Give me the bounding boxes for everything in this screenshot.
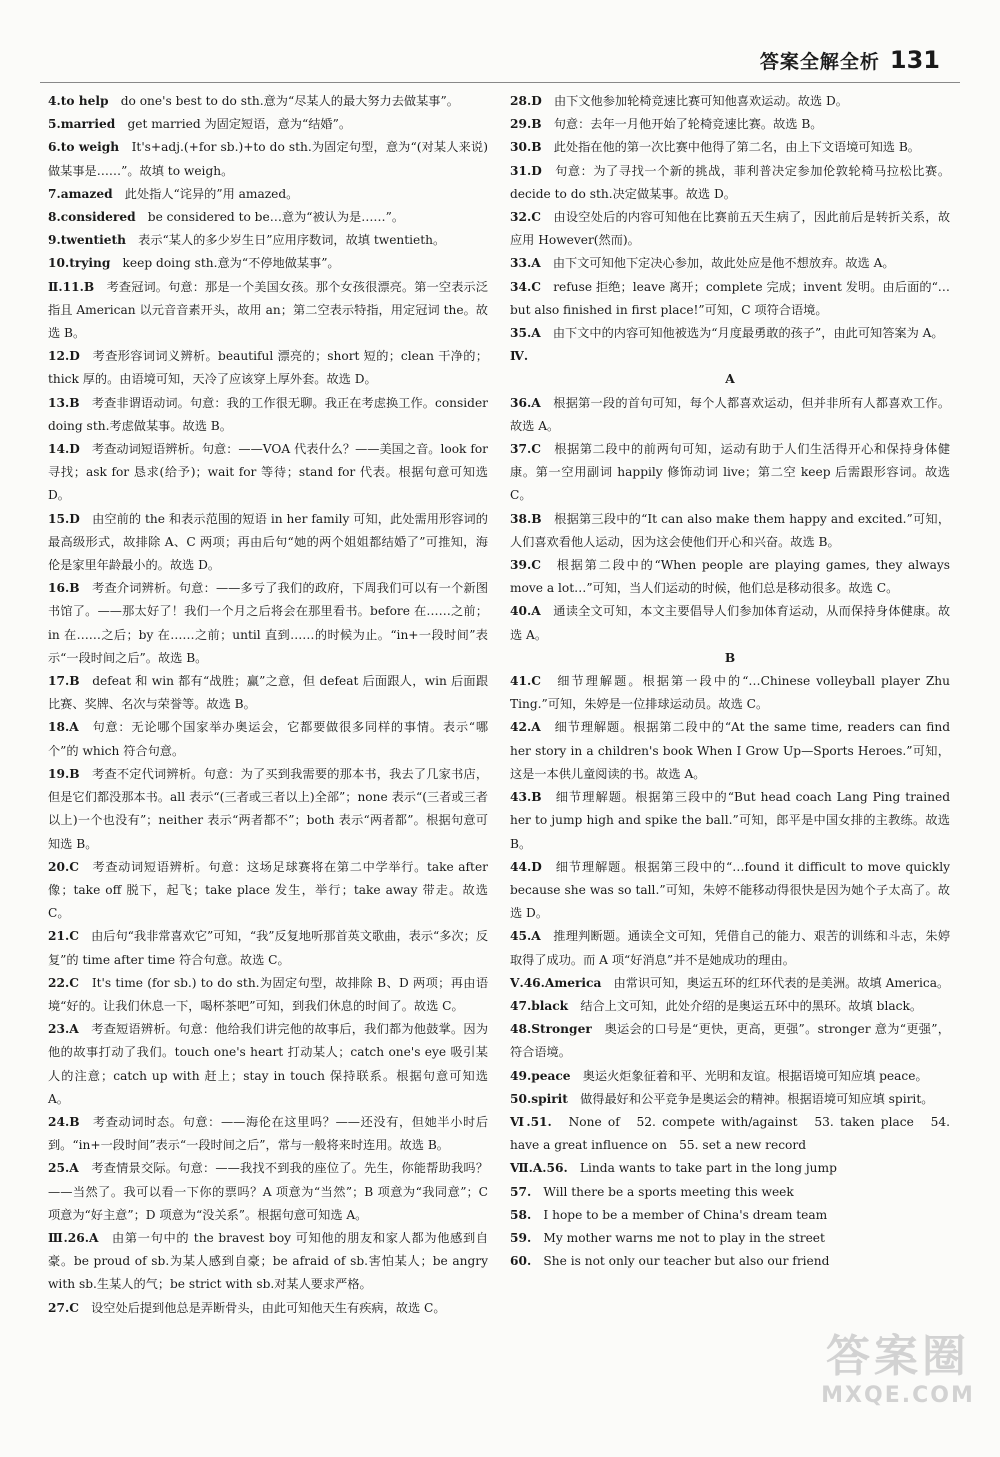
answer-entry — [510, 136, 950, 159]
answer-explanation: 做得最好和公平竞争是奥运会的精神。根据语境可知应填 spirit。 — [580, 1091, 934, 1106]
answer-explanation: 细节理解题。根据第一段中的“…Chinese volleyball player Zhu Ting.”可知，朱婷是一位排球运动员。故选 C。 — [510, 674, 950, 712]
answer-number: 27.C — [48, 1300, 79, 1315]
answer-entry — [510, 1018, 950, 1064]
answer-number: 30.B — [510, 140, 542, 155]
answer-entry — [48, 206, 488, 229]
answer-entry — [48, 113, 488, 136]
answer-number: 45.A — [510, 929, 541, 944]
answer-explanation: 考查动词短语辨析。句意：——VOA 代表什么？——美国之音。look for 寻找；ask for 恳求(给予)；wait for 等待；stand for 代表。根据句意可知选 D。 — [48, 442, 488, 503]
answer-entry — [510, 252, 950, 275]
answer-explanation: 考查动词时态。句意：——海伦在这里吗？——还没有，但她半小时后到。“in+一段时间”表示“一段时间之后”，常与一般将来时连用。故选 B。 — [48, 1114, 489, 1153]
answer-entry — [48, 577, 488, 670]
header-title: 答案全解全析 — [759, 51, 880, 73]
answer-number: 16.B — [48, 581, 80, 596]
answer-explanation: She is not only our teacher but also our friend — [543, 1254, 830, 1269]
answer-entry — [48, 925, 488, 971]
answer-number: 21.C — [48, 929, 79, 944]
answer-number: 29.B — [510, 117, 542, 132]
answer-number: 9.twentieth — [48, 233, 126, 248]
answer-explanation: 细节理解题。根据第二段中的“At the same time, readers can find her story in a children's book When I Grow Up—Sports Heroes.”可知，这是一本供儿童阅读的书。故选 A。 — [510, 720, 950, 781]
answer-explanation: 细节理解题。根据第三段中的“But head coach Lang Ping trained her to jump high and spike the ball.”可知，郎平是中国女排的主教练。故选 B。 — [510, 790, 950, 851]
answer-explanation: 通读全文可知，本文主要倡导人们参加体育运动，从而保持身体健康。故选 A。 — [510, 604, 951, 642]
answer-number: 6.to weigh — [48, 140, 120, 155]
answer-number: 47.black — [510, 998, 569, 1013]
passage-heading: B — [724, 650, 736, 665]
answer-entry — [510, 1227, 950, 1250]
answer-number: 37.C — [510, 442, 541, 457]
answer-number: 17.B — [48, 674, 80, 689]
answer-entry — [48, 345, 488, 391]
right-column — [510, 90, 950, 1273]
answer-entry — [510, 972, 950, 995]
answer-number: 10.trying — [48, 256, 111, 271]
answer-explanation: Linda wants to take part in the long jump — [579, 1161, 837, 1176]
answer-explanation: 由后句“我非常喜欢它”可知，“我”反复地听那首英文歌曲，表示“多次；反复”的 time after time 符合句意。故选 C。 — [48, 929, 489, 967]
answer-entry — [510, 508, 950, 554]
answer-entry — [510, 786, 950, 856]
answer-entry — [48, 1297, 488, 1320]
answer-entry — [510, 1157, 950, 1180]
answer-explanation: 奥运会的口号是“更快，更高，更强”。stronger 意为“更强”，符合语境。 — [510, 1022, 950, 1060]
answer-number: 28.D — [510, 94, 542, 108]
answer-explanation: I hope to be a member of China's dream team — [543, 1207, 828, 1222]
answer-entry — [48, 136, 488, 182]
answer-entry — [48, 508, 488, 578]
answer-explanation: 根据第三段中的“It can also make them happy and excited.”可知，人们喜欢看他人运动，因为这会使他们开心和兴奋。故选 B。 — [510, 511, 951, 549]
answer-entry — [510, 206, 950, 252]
answer-number: Ⅶ.A.56. — [510, 1161, 568, 1176]
answer-entry — [510, 345, 950, 368]
answer-entry — [48, 183, 488, 206]
answer-entry — [510, 90, 950, 113]
answer-entry — [510, 1088, 950, 1111]
answer-number: 35.A — [510, 326, 541, 341]
answer-number: 18.A — [48, 720, 79, 735]
answer-number: Ⅲ.26.A — [48, 1230, 99, 1245]
answer-explanation: 考查冠词。句意：那是一个美国女孩。那个女孩很漂亮。第一空表示泛指且 American 以元音音素开头，故用 an；第二空表示特指，用定冠词 the。故选 B。 — [48, 279, 488, 341]
answer-explanation: 奥运火炬象征着和平、光明和友谊。根据语境可知应填 peace。 — [582, 1068, 928, 1083]
answer-number: 57. — [510, 1184, 532, 1199]
answer-explanation: 考查形容词词义辨析。beautiful 漂亮的；short 短的；clean 干净的；thick 厚的。由语境可知，天冷了应该穿上厚外套。故选 D。 — [48, 349, 488, 387]
answer-number: 7.amazed — [48, 186, 113, 201]
answer-explanation: Will there be a sports meeting this week — [543, 1184, 794, 1199]
answer-explanation: 设空处后提到他总是弄断骨头，由此可知他天生有疾病，故选 C。 — [91, 1300, 446, 1315]
answer-entry — [48, 438, 488, 508]
answer-number: 13.B — [48, 395, 80, 410]
answer-entry — [510, 160, 950, 206]
page-header — [760, 46, 940, 74]
answer-number: 38.B — [510, 511, 542, 526]
answer-number: 22.C — [48, 975, 79, 990]
answer-number: 25.A — [48, 1161, 79, 1176]
answer-explanation: 考查短语辨析。句意：他给我们讲完他的故事后，我们都为他鼓掌。因为他的故事打动了我们。touch one's heart 打动某人；catch one's eye 吸引某人的注意；catch up with 赶上；stay in touch 保持联系。根据句意可知选 A。 — [48, 1022, 489, 1106]
answer-explanation: 细节理解题。根据第三段中的“…found it difficult to move quickly because she was so tall.”可知，朱婷不能移动得很快是因为她个子太高了。故选 D。 — [510, 859, 951, 921]
answer-number: 36.A — [510, 395, 541, 410]
answer-number: 5.married — [48, 117, 116, 132]
answer-explanation: It's time (for sb.) to do sth.为固定句型，故排除 B、D 两项；再由语境“好的。让我们休息一下，喝杯茶吧”可知，到我们休息的时间了。故选 C。 — [48, 975, 489, 1013]
answer-number: 14.D — [48, 442, 80, 457]
answer-entry — [510, 322, 950, 345]
answer-entry — [510, 392, 950, 438]
answer-explanation: 根据第二段中的前两句可知，运动有助于人们生活得开心和保持身体健康。第一空用副词 happily 修饰动词 live；第二空 keep 后需跟形容词。故选 C。 — [510, 442, 951, 503]
answer-entry — [510, 1250, 950, 1273]
answer-entry — [48, 392, 488, 438]
answer-number: 58. — [510, 1207, 532, 1222]
answer-number: 41.C — [510, 674, 541, 689]
answer-number: 60. — [510, 1254, 532, 1269]
answer-explanation: 此处指人“诧异的”用 amazed。 — [124, 186, 299, 201]
answer-explanation: 考查不定代词辨析。句意：为了买到我需要的那本书，我去了几家书店，但是它们都没那本书。all 表示“(三者或三者以上)全部”；none 表示“(三者或三者以上)一个也没有”；neither 表示“两者都不”；both 表示“两者都”。根据句意可知选 B。 — [48, 766, 489, 851]
answer-number: 59. — [510, 1230, 532, 1245]
answer-explanation: My mother warns me not to play in the street — [543, 1230, 825, 1245]
answer-explanation: 根据第二段中的“When people are playing games, they always move a lot…”可知，当人们运动的时候，他们总是移动很多。故选 C。 — [510, 558, 950, 596]
answer-explanation: 由下文可知他下定决心参加，故此处应是他不想放弃。故选 A。 — [552, 256, 895, 271]
answer-entry — [48, 1111, 488, 1157]
answer-entry — [510, 554, 950, 600]
answer-number: 48.Stronger — [510, 1022, 592, 1037]
answer-explanation: 根据第一段的首句可知，每个人都喜欢运动，但并非所有人都喜欢工作。故选 A。 — [510, 395, 951, 433]
answer-number: 12.D — [48, 349, 80, 364]
answer-explanation: 结合上文可知，此处介绍的是奥运五环中的黑环。故填 black。 — [580, 998, 923, 1013]
answer-explanation: defeat 和 win 都有“战胜；赢”之意，但 defeat 后面跟人，win 后面跟比赛、奖牌、名次与荣誉等。故选 B。 — [48, 674, 489, 712]
answer-entry — [510, 1181, 950, 1204]
answer-number: 33.A — [510, 256, 541, 271]
answer-explanation: 由常识可知，奥运五环的红环代表的是美洲。故填 America。 — [613, 975, 950, 990]
answer-number: 44.D — [510, 859, 542, 874]
answer-number: Ⅱ.11.B — [48, 279, 95, 294]
answer-number: 42.A — [510, 720, 541, 735]
answer-number: 20.C — [48, 859, 79, 874]
answer-entry — [48, 1018, 488, 1111]
header-rule — [40, 82, 960, 83]
answer-explanation: 句意：去年一月他开始了轮椅竞速比赛。故选 B。 — [553, 117, 823, 132]
answer-number: 23.A — [48, 1022, 79, 1037]
watermark-url: MXQE.COM — [821, 1383, 975, 1408]
answer-number: 49.peace — [510, 1068, 571, 1083]
answer-explanation: do one's best to do sth.意为“尽某人的最大努力去做某事”。 — [120, 94, 459, 108]
answer-explanation: get married 为固定短语，意为“结婚”。 — [127, 117, 352, 132]
answer-number: 24.B — [48, 1114, 80, 1129]
answer-explanation: 考查介词辨析。句意：——多亏了我们的政府，下周我们可以有一个新图书馆了。——那太好了！我们一个月之后将会在那里看书。before 在……之前；in 在……之后；by 在……之前；until 直到……的时候为止。“in+一段时间”表示“一段时间之后”。故选 B。 — [48, 581, 489, 665]
answer-entry — [510, 600, 950, 646]
answer-explanation: 由下文中的内容可知他被选为“月度最勇敢的孩子”，由此可知答案为 A。 — [552, 326, 944, 341]
answer-entry — [48, 1157, 488, 1227]
answer-explanation: 此处指在他的第一次比赛中他得了第二名，由上下文语境可知选 B。 — [553, 140, 920, 155]
answer-explanation: 表示“某人的多少岁生日”应用序数词，故填 twentieth。 — [138, 233, 446, 248]
answer-number: 31.D — [510, 163, 542, 178]
answer-explanation: It's+adj.(+for sb.)+to do sth.为固定句型，意为“(对某人来说)做某事是……”。故填 to weigh。 — [48, 140, 489, 178]
passage-heading: A — [725, 372, 735, 387]
answer-entry — [48, 716, 488, 762]
answer-entry — [510, 925, 950, 971]
left-column — [48, 90, 488, 1320]
answer-number: 32.C — [510, 210, 541, 225]
answer-explanation: 由空前的 the 和表示范围的短语 in her family 可知，此处需用形容词的最高级形式，故排除 A、C 两项；再由后句“她的两个姐姐都结婚了”可推知，海伦是家里年龄最小的。故选 D。 — [48, 511, 488, 573]
answer-entry — [510, 1204, 950, 1227]
answer-explanation: keep doing sth.意为“不停地做某事”。 — [122, 256, 340, 271]
answer-number: 19.B — [48, 766, 80, 781]
answer-entry — [510, 856, 950, 926]
answer-entry — [48, 276, 488, 346]
answer-entry — [48, 1227, 488, 1297]
answer-entry — [510, 670, 950, 716]
answer-number: 50.spirit — [510, 1091, 568, 1106]
answer-entry — [48, 90, 488, 113]
answer-number: 39.C — [510, 558, 541, 573]
answer-entry — [48, 972, 488, 1018]
answer-entry — [48, 229, 488, 252]
page-number: 131 — [889, 46, 940, 74]
answer-number: Ⅴ.46.America — [510, 975, 602, 990]
answer-explanation: 句意：无论哪个国家举办奥运会，它都要做很多同样的事情。表示“哪个”的 which 符合句意。 — [48, 720, 489, 758]
answer-number: 4.to help — [48, 94, 109, 108]
answer-explanation: 由设空处后的内容可知他在比赛前五天生病了，因此前后是转折关系，故应用 However(然而)。 — [510, 210, 951, 248]
answer-number: 8.considered — [48, 210, 136, 225]
answer-entry — [510, 438, 950, 508]
answer-number: 15.D — [48, 511, 80, 526]
answer-explanation: 推理判断题。通读全文可知，凭借自己的能力、艰苦的训练和斗志，朱婷取得了成功。而 A 项“好消息”并不是她成功的理由。 — [510, 929, 951, 967]
answer-entry — [510, 716, 950, 786]
answer-number: 40.A — [510, 604, 541, 619]
answer-explanation: 句意：为了寻找一个新的挑战，菲利普决定参加伦敦轮椅马拉松比赛。decide to do sth.决定做某事。故选 D。 — [510, 163, 951, 201]
answer-entry — [48, 252, 488, 275]
answer-explanation: 考查非谓语动词。句意：我的工作很无聊。我正在考虑换工作。consider doing sth.考虑做某事。故选 B。 — [48, 395, 488, 433]
answer-entry — [510, 995, 950, 1018]
answer-number: 43.B — [510, 790, 542, 805]
answer-entry — [510, 276, 950, 322]
watermark-logo — [808, 1331, 988, 1411]
answer-entry — [510, 1065, 950, 1088]
answer-explanation: 考查动词短语辨析。句意：这场足球赛将在第二中学举行。take after 像；take off 脱下，起飞；take place 发生，举行；take away 带走。故选 C。 — [48, 859, 488, 921]
answer-number: Ⅵ.51. — [510, 1114, 552, 1129]
watermark-text: 答案圈 — [826, 1331, 970, 1382]
answer-entry — [48, 856, 488, 926]
answer-entry — [48, 763, 488, 856]
answer-explanation: refuse 拒绝；leave 离开；complete 完成；invent 发明。由后面的“…but also finished in first place!”可知，C 项符合语境。 — [510, 279, 950, 317]
answer-entry — [510, 113, 950, 136]
answer-entry — [510, 1111, 950, 1157]
answer-entry — [48, 670, 488, 716]
answer-explanation: be considered to be…意为“被认为是……”。 — [147, 210, 405, 225]
answer-explanation: 由下文他参加轮椅竞速比赛可知他喜欢运动。故选 D。 — [553, 94, 848, 108]
answer-explanation: 由第一句中的 the bravest boy 可知他的朋友和家人都为他感到自豪。be proud of sb.为某人感到自豪；be afraid of sb.害怕某人；be angry with sb.生某人的气；be strict with sb.对某人要求严格。 — [48, 1230, 489, 1292]
answer-explanation: 考查情景交际。句意：——我找不到我的座位了。先生，你能帮助我吗？——当然了。我可以看一下你的票吗？A 项意为“当然”；B 项意为“我同意”；C 项意为“好主意”；D 项意为“没关系”。根据句意可知选 A。 — [48, 1161, 489, 1222]
answer-number: Ⅳ. — [510, 349, 529, 364]
answer-number: 34.C — [510, 279, 541, 294]
answer-explanation: None of 52. compete with/against 53. taken place 54. have a great influence on 55. set a new record — [510, 1114, 950, 1153]
